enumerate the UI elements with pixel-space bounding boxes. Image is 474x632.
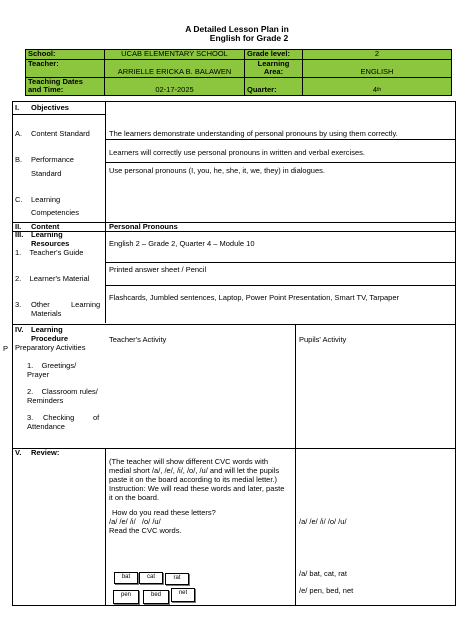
word-card-bat[interactable]: bat (114, 572, 138, 584)
pupil-activity-column-header: Pupils' Activity (299, 335, 347, 344)
quarter-label: Quarter: (245, 77, 303, 95)
procedure-num: IV. (15, 325, 24, 334)
classroom-rules-step: 2. Classroom rules/ (27, 387, 98, 396)
review-heading: Review: (31, 448, 60, 457)
header-info-table (25, 49, 452, 96)
content-heading: Content (31, 222, 60, 231)
competencies-letter: C. (15, 195, 23, 204)
teacher-label: Teacher: (26, 59, 105, 77)
preparatory-activities: Preparatory Activities (15, 343, 86, 352)
rule-objectives (13, 114, 105, 115)
lesson-plan-title: A Detailed Lesson Plan in (185, 24, 289, 34)
performance-standard-letter: B. (15, 155, 23, 164)
word-card-pen[interactable]: pen (113, 590, 139, 604)
teaching-dates-label-line2: and Time: (28, 85, 64, 95)
learning-area-label-line1: Learning (257, 58, 290, 68)
quarter-suffix: th (377, 87, 382, 94)
content-standard-label: Content Standard (31, 129, 90, 138)
review-instruction-line5: it on the board. (109, 493, 160, 502)
learners-material-text: Printed answer sheet / Pencil (109, 265, 207, 274)
attendance-step-word: Checking (43, 413, 75, 422)
review-num: V. (15, 448, 22, 457)
rule-review-top (13, 448, 455, 449)
quarter-value (303, 77, 452, 95)
competencies-label-line2: Competencies (31, 208, 79, 217)
other-materials-label-line2: Materials (31, 309, 62, 318)
greetings-step-line2: Prayer (27, 370, 50, 379)
word-card-net[interactable]: net (171, 588, 195, 602)
teachers-guide-text: English 2 – Grade 2, Quarter 4 – Module 10 (109, 239, 255, 248)
performance-standard-label-line1: Performance (31, 155, 74, 164)
rule-performance-standard (105, 162, 455, 163)
content-num: II. (15, 222, 22, 231)
performance-standard-label-line2: Standard (31, 169, 62, 178)
review-instruction-line2: medial short /a/, /e/, /i/, /o/, /u/ and will let the pupils (109, 466, 280, 475)
teacher-value: ARRIELLE ERICKA B. BALAWEN (105, 59, 245, 77)
rule-content-row-top (13, 222, 455, 223)
classroom-rules-step-line2: Reminders (27, 396, 64, 405)
content-standard-letter: A. (15, 129, 23, 138)
lesson-plan-body (12, 101, 456, 606)
teaching-date-value: 02-17-2025 (105, 77, 245, 95)
teacher-activity-column-header: Teacher's Activity (109, 335, 167, 344)
grade-value: 2 (303, 50, 452, 60)
rule-content-standard (105, 139, 455, 140)
column-divider-review (105, 448, 106, 605)
teachers-guide-label: 1. Teacher's Guide (15, 248, 84, 257)
content-topic: Personal Pronouns (109, 222, 178, 231)
review-question: How do you read these letters? (112, 508, 216, 517)
other-materials-num: 3. (15, 300, 22, 309)
school-value: UCAB ELEMENTARY SCHOOL (105, 50, 245, 60)
pupil-a-words-answer: /a/ bat, cat, rat (299, 569, 347, 578)
teaching-dates-label-line1: Teaching Dates (28, 76, 83, 86)
teaching-dates-label (26, 77, 105, 95)
column-divider-main (105, 102, 106, 323)
competencies-label-line1: Learning (31, 195, 61, 204)
other-materials-text: Flashcards, Jumbled sentences, Laptop, Power Point Presentation, Smart TV, Tarpaper (109, 293, 400, 302)
review-instruction-line1: (The teacher will show different CVC words with (109, 457, 269, 466)
procedure-side-letter: P (3, 344, 9, 353)
other-materials-label-word2: Learning (71, 300, 101, 309)
resources-heading-line2: Resources (31, 239, 70, 248)
school-label: School: (26, 50, 105, 60)
content-standard-text: The learners demonstrate understanding of personal pronouns by using them correctly. (109, 129, 398, 138)
review-instruction-line3: paste it on the board according to its medial letter.) (109, 475, 278, 484)
word-card-cat[interactable]: cat (139, 572, 163, 584)
attendance-step-of: of (93, 413, 100, 422)
attendance-step-line2: Attendance (27, 422, 65, 431)
resources-heading-line1: Learning (31, 230, 63, 239)
objectives-num: I. (15, 103, 20, 112)
pupil-letters-answer: /a/ /e/ /i/ /o/ /u/ (299, 517, 347, 526)
performance-standard-text: Learners will correctly use personal pronouns in written and verbal exercises. (109, 148, 365, 157)
other-materials-label-word1: Other (31, 300, 50, 309)
procedure-heading-line2: Procedure (31, 334, 69, 343)
review-instruction-line4: Instruction: We will read these words and later, paste (109, 484, 285, 493)
learning-area-label (245, 59, 303, 77)
objectives-heading: Objectives (31, 103, 69, 112)
pupil-e-words-answer: /e/ pen, bed, net (299, 586, 354, 595)
learners-material-label: 2. Learner's Material (15, 274, 90, 283)
rule-learners-material (105, 285, 455, 286)
learning-area-value: ENGLISH (303, 59, 452, 77)
quarter-number: 4 (372, 85, 377, 95)
rule-resources-top (13, 231, 455, 232)
grade-label: Grade level: (245, 50, 303, 60)
word-card-bed[interactable]: bed (143, 590, 169, 604)
procedure-heading-line1: Learning (31, 325, 63, 334)
competencies-text: Use personal pronouns (I, you, he, she, it, we, they) in dialogues. (109, 166, 325, 175)
rule-teachers-guide (105, 262, 455, 263)
lesson-plan-subtitle: English for Grade 2 (209, 33, 289, 43)
learning-area-label-line2: Area: (263, 67, 284, 77)
attendance-step-num: 3. (27, 413, 34, 422)
word-card-rat[interactable]: rat (165, 573, 189, 585)
greetings-step: 1. Greetings/ (27, 361, 77, 370)
column-divider-activity (295, 324, 296, 605)
review-letters: /a/ /e/ /i/ /o/ /u/ (109, 517, 161, 526)
review-read-cvc: Read the CVC words. (109, 526, 182, 535)
rule-procedure-top (13, 324, 455, 325)
resources-num: III. (15, 230, 24, 239)
